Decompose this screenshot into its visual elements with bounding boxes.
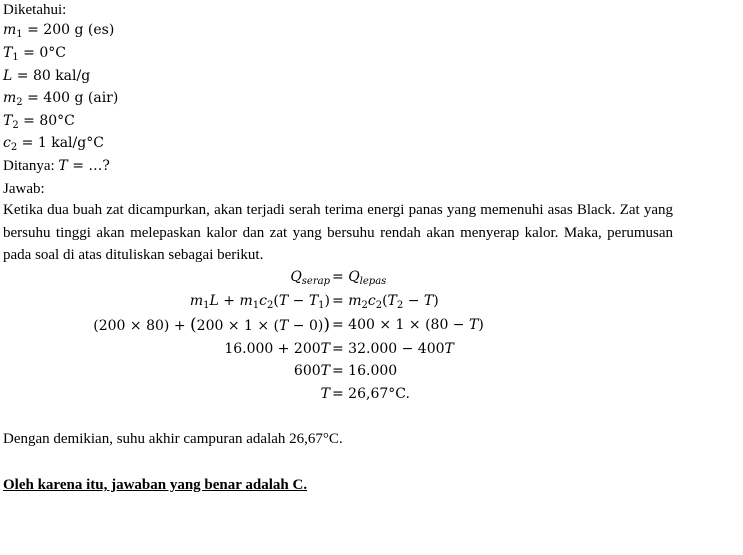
equation-3: (200 × 80) + (200 × 1 × (T − 0)) = 400 × 1 × (80 − T) bbox=[93, 315, 484, 335]
eq5-rhs: = 16.000 bbox=[332, 363, 398, 379]
known-m1-value: 200 g bbox=[43, 22, 84, 38]
equation-4: 16.000 + 200T = 32.000 − 400T bbox=[224, 341, 454, 357]
eq3-lhs-a: (200 × 80) + bbox=[93, 318, 191, 334]
equation-6: T = 26,67°C. bbox=[320, 386, 410, 402]
final-answer: Oleh karena itu, jawaban yang benar adalah C. bbox=[3, 477, 308, 493]
eq5-lhs: 600 bbox=[293, 363, 321, 379]
asked-value: …? bbox=[88, 158, 110, 174]
explanation-paragraph: Ketika dua buah zat dicampurkan, akan terjadi serah terima energi panas yang memenuhi asas Black. Zat yang bersuhu tinggi akan melepaskan kalor dan zat yang bersuhu rendah akan menyerap kalor. Maka, perumusan pada soal di atas dituliskan sebagai berikut. bbox=[3, 202, 673, 263]
known-m2: $m_2 = 400$ g (air) bbox=[3, 90, 119, 108]
known-t1: $T_1 = 0^\circ C$ bbox=[3, 45, 66, 63]
known-l-value: 80 kal/g bbox=[32, 68, 91, 84]
known-t1-value: 0°C bbox=[39, 45, 66, 61]
known-t2: $T_2 = 80^\circ C$ bbox=[3, 113, 75, 131]
eq3-lhs-b: 200 × 1 × ( bbox=[196, 318, 280, 334]
known-m2-note: (air) bbox=[87, 90, 119, 106]
known-c2: $c_2 = 1$ kal/g°C bbox=[3, 135, 104, 153]
conclusion-text: Dengan demikian, suhu akhir campuran adalah 26,67°C. bbox=[3, 431, 343, 447]
asked-line: Ditanya: T = …? bbox=[3, 158, 110, 174]
known-m2-value: 400 g bbox=[43, 90, 84, 106]
equation-1: $Q_{serap}$ = $Q_{lepas}$ bbox=[290, 269, 387, 287]
known-header: Diketahui: bbox=[3, 2, 67, 18]
eq4-lhs: 16.000 + 200 bbox=[224, 341, 321, 357]
equation-5: 600T = 16.000 bbox=[293, 363, 398, 379]
known-c2-value: 1 kal/g°C bbox=[37, 135, 104, 151]
answer-label: Jawab: bbox=[3, 181, 45, 197]
known-l: L = 80 kal/g bbox=[3, 68, 91, 84]
known-t2-value: 80°C bbox=[39, 113, 75, 129]
eq6-rhs: = 26,67°C. bbox=[332, 386, 410, 402]
asked-label: Ditanya: bbox=[3, 158, 55, 174]
known-m1-note: (es) bbox=[87, 22, 115, 38]
eq4-rhs: = 32.000 − 400 bbox=[332, 341, 445, 357]
equation-2: $m_1L + m_1c_2(T - T_1)$ = $m_2c_2(T_2 - T)$ bbox=[189, 293, 439, 311]
known-m1: $m_1 = 200$ g (es) bbox=[3, 22, 115, 40]
eq3-rhs: = 400 × 1 × (80 − bbox=[332, 317, 469, 333]
